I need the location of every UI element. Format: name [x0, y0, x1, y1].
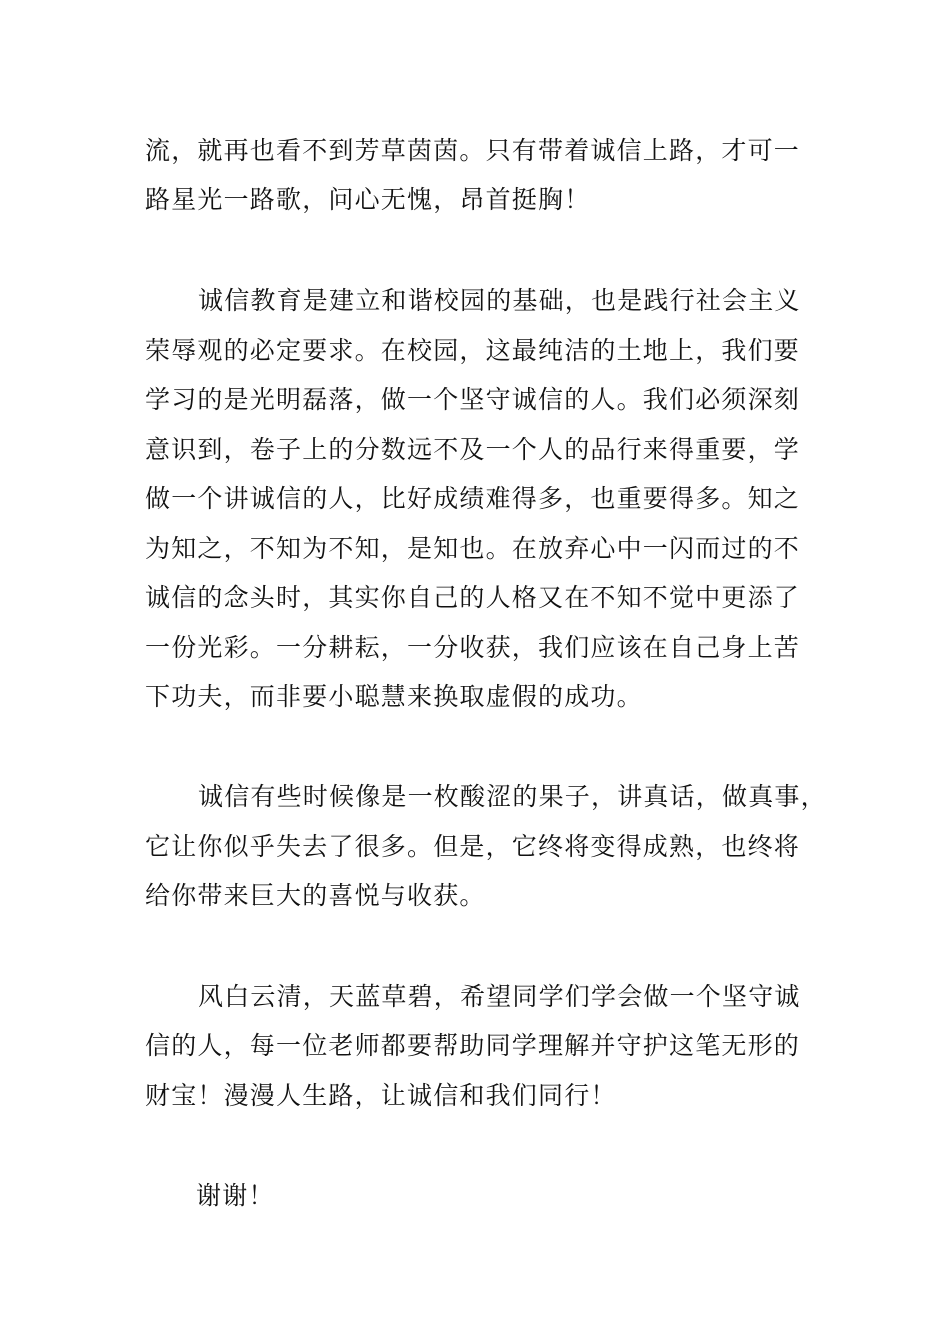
text-line: 给你带来巨大的喜悦与收获。	[145, 881, 486, 910]
text-line: 诚信教育是建立和谐校园的基础，也是践行社会主义	[198, 286, 801, 315]
text-line: 谢谢！	[196, 1181, 275, 1210]
text-line: 路星光一路歌，问心无愧，昂首挺胸！	[145, 185, 591, 214]
text-line: 财宝！漫漫人生路，让诚信和我们同行！	[145, 1081, 617, 1110]
text-line: 为知之，不知为不知，是知也。在放弃心中一闪而过的不	[145, 534, 801, 563]
text-line: 学习的是光明磊落，做一个坚守诚信的人。我们必须深刻	[145, 385, 801, 414]
text-line: 它让你似乎失去了很多。但是，它终将变得成熟，也终将	[145, 832, 801, 861]
text-line: 荣辱观的必定要求。在校园，这最纯洁的土地上，我们要	[145, 336, 801, 365]
text-line: 下功夫，而非要小聪慧来换取虚假的成功。	[145, 682, 643, 711]
text-line: 风白云清，天蓝草碧，希望同学们学会做一个坚守诚	[198, 982, 801, 1011]
text-line: 信的人，每一位老师都要帮助同学理解并守护这笔无形的	[145, 1031, 801, 1060]
text-line: 意识到，卷子上的分数远不及一个人的品行来得重要，学	[145, 435, 801, 464]
text-line: 做一个讲诚信的人，比好成绩难得多，也重要得多。知之	[145, 484, 801, 513]
text-line: 诚信的念头时，其实你自己的人格又在不知不觉中更添了	[145, 583, 801, 612]
text-line: 一份光彩。一分耕耘，一分收获，我们应该在自己身上苦	[145, 633, 801, 662]
text-line: 诚信有些时候像是一枚酸涩的果子，讲真话，做真事，	[198, 782, 827, 811]
text-line: 流，就再也看不到芳草茵茵。只有带着诚信上路，才可一	[145, 136, 801, 165]
